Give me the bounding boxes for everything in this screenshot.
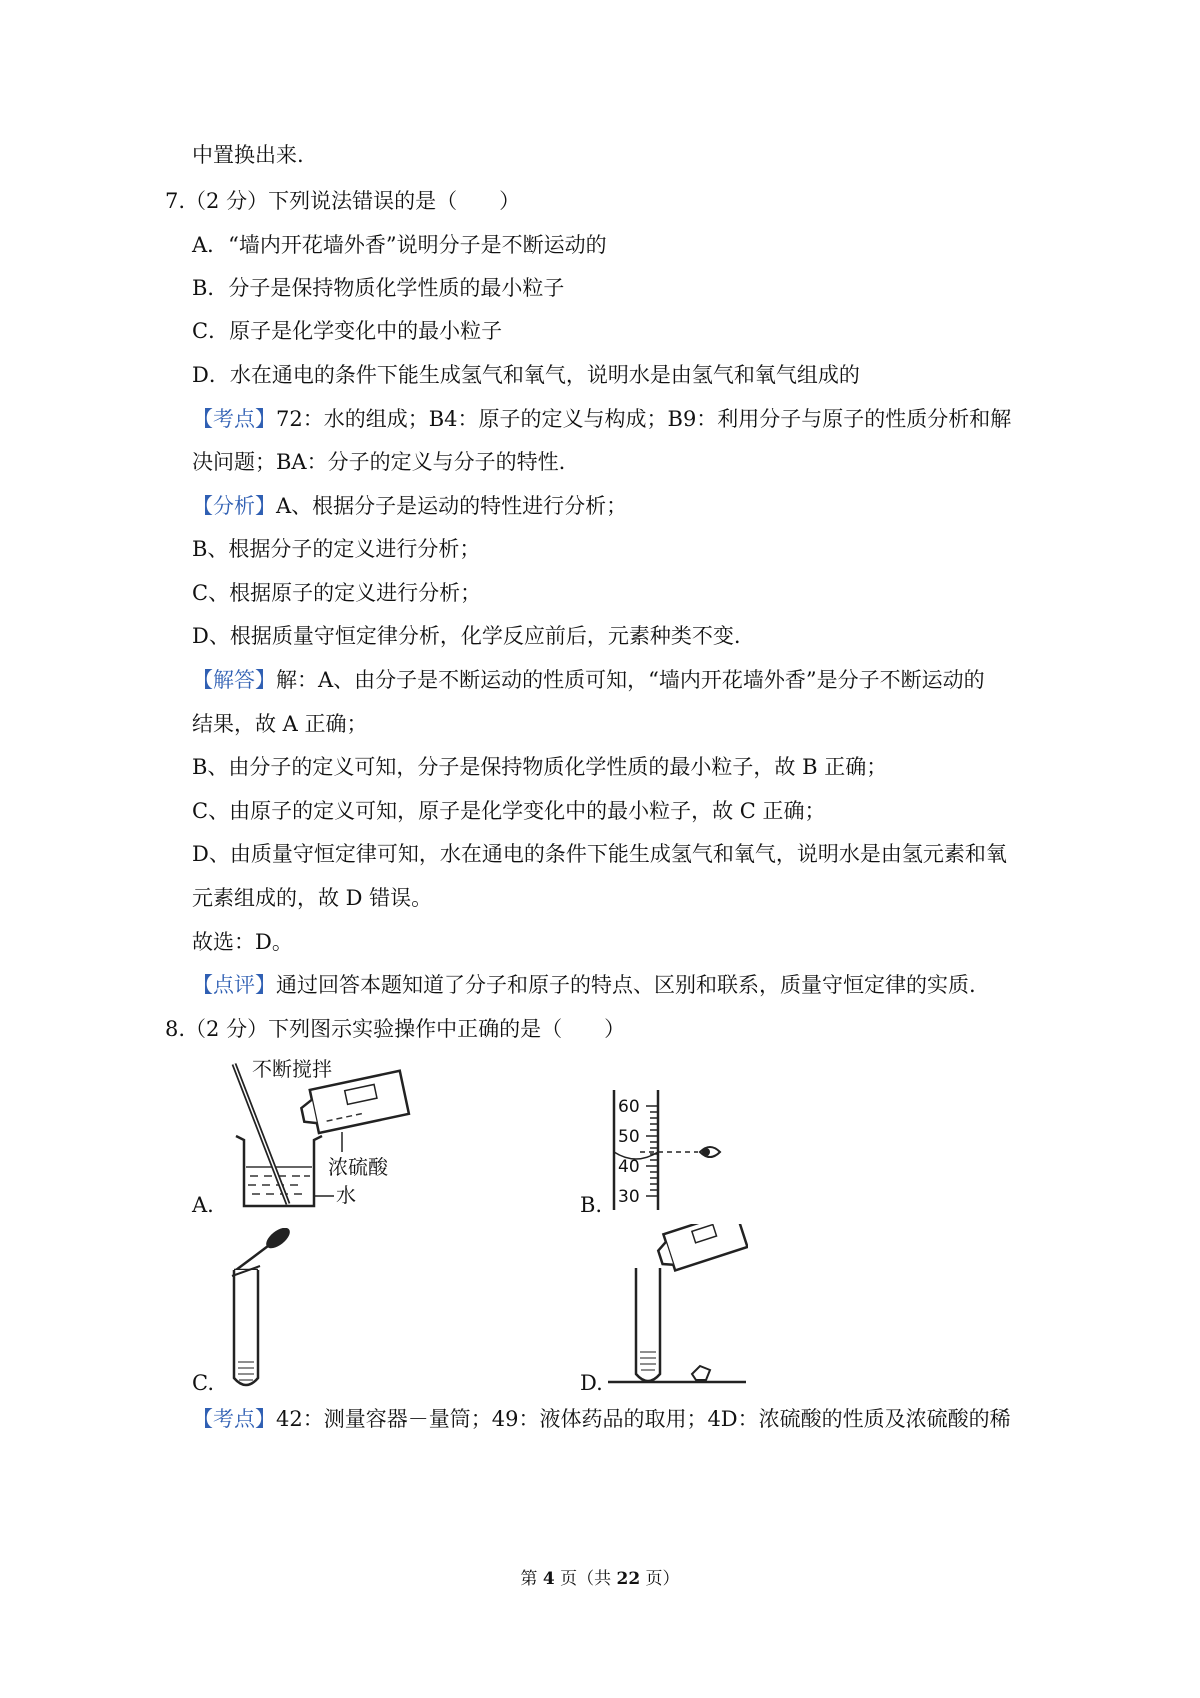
q7-jieda-3: C、由原子的定义可知，原子是化学变化中的最小粒子，故 C 正确； (192, 799, 826, 823)
fenxi-tag: 【分析】 (192, 494, 276, 518)
fenxi-text: A、根据分子是运动的特性进行分析； (276, 494, 628, 518)
stir-label: 不断搅拌 (252, 1057, 332, 1081)
q8-option-a-label: A. (192, 1193, 214, 1217)
page-total: 22 (616, 1569, 641, 1589)
q8-option-c-label: C. (192, 1371, 214, 1395)
q7-jieda-1: 结果，故 A 正确； (192, 712, 368, 736)
q8-kaodian (192, 1404, 1011, 1434)
q7-dianping (192, 970, 976, 1000)
q7-fenxi-d: D、根据质量守恒定律分析，化学反应前后，元素种类不变. (192, 624, 741, 648)
q7-stem: 7.（2 分）下列说法错误的是（ ） (165, 189, 521, 213)
jieda-tag: 【解答】 (192, 668, 276, 692)
figure-c-dropper (222, 1228, 302, 1394)
q7-jieda-5: 元素组成的，故 D 错误。 (192, 886, 433, 910)
tick-30: 30 (618, 1187, 640, 1207)
kaodian-tag: 【考点】 (192, 407, 276, 431)
q7-fenxi-c: C、根据原子的定义进行分析； (192, 581, 482, 605)
q7-option-d: D．水在通电的条件下能生成氢气和氧气，说明水是由氢气和氧气组成的 (192, 363, 860, 387)
q7-option-a: A．“墙内开花墙外香”说明分子是不断运动的 (192, 233, 607, 257)
water-label: 水 (336, 1183, 356, 1207)
continuation-text: 中置换出来. (192, 143, 304, 167)
jieda-text: 解：A、由分子是不断运动的性质可知，“墙内开花墙外香”是分子不断运动的 (276, 668, 985, 692)
q7-kaodian-cont: 决问题；BA：分子的定义与分子的特性. (192, 450, 566, 474)
acid-label: 浓硫酸 (328, 1155, 388, 1179)
dianping-tag: 【点评】 (192, 973, 276, 997)
tick-40: 40 (618, 1157, 640, 1177)
q7-kaodian (192, 404, 1011, 434)
q8-option-b-label: B. (580, 1193, 603, 1217)
q8-kaodian-text: 42：测量容器－量筒；49：液体药品的取用；4D：浓硫酸的性质及浓硫酸的稀 (276, 1407, 1011, 1431)
q7-jieda-6: 故选：D。 (192, 930, 293, 954)
dianping-text: 通过回答本题知道了分子和原子的特点、区别和联系，质量守恒定律的实质. (276, 973, 976, 997)
figure-d-pouring (608, 1224, 748, 1392)
q8-option-d-label: D. (580, 1371, 603, 1395)
tick-60: 60 (618, 1097, 640, 1117)
q7-jieda-2: B、由分子的定义可知，分子是保持物质化学性质的最小粒子，故 B 正确； (192, 755, 888, 779)
q7-jieda-4: D、由质量守恒定律可知，水在通电的条件下能生成氢气和氧气，说明水是由氢元素和氧 (192, 842, 1007, 866)
q7-option-b: B．分子是保持物质化学性质的最小粒子 (192, 276, 565, 300)
q7-jieda (192, 665, 985, 695)
page-number: 4 (542, 1569, 555, 1589)
figure-b-cylinder (600, 1086, 740, 1214)
tick-50: 50 (618, 1127, 640, 1147)
q7-fenxi-b: B、根据分子的定义进行分析； (192, 537, 481, 561)
q8-kaodian-tag: 【考点】 (192, 1407, 276, 1431)
q7-fenxi (192, 491, 627, 521)
page-footer: 第 4 页（共 22 页） (520, 1569, 680, 1589)
q8-stem: 8.（2 分）下列图示实验操作中正确的是（ ） (165, 1017, 626, 1041)
q7-option-c: C．原子是化学变化中的最小粒子 (192, 319, 503, 343)
kaodian-text: 72：水的组成；B4：原子的定义与构成；B9：利用分子与原子的性质分析和解 (276, 407, 1012, 431)
figure-a-dilution (222, 1054, 412, 1214)
